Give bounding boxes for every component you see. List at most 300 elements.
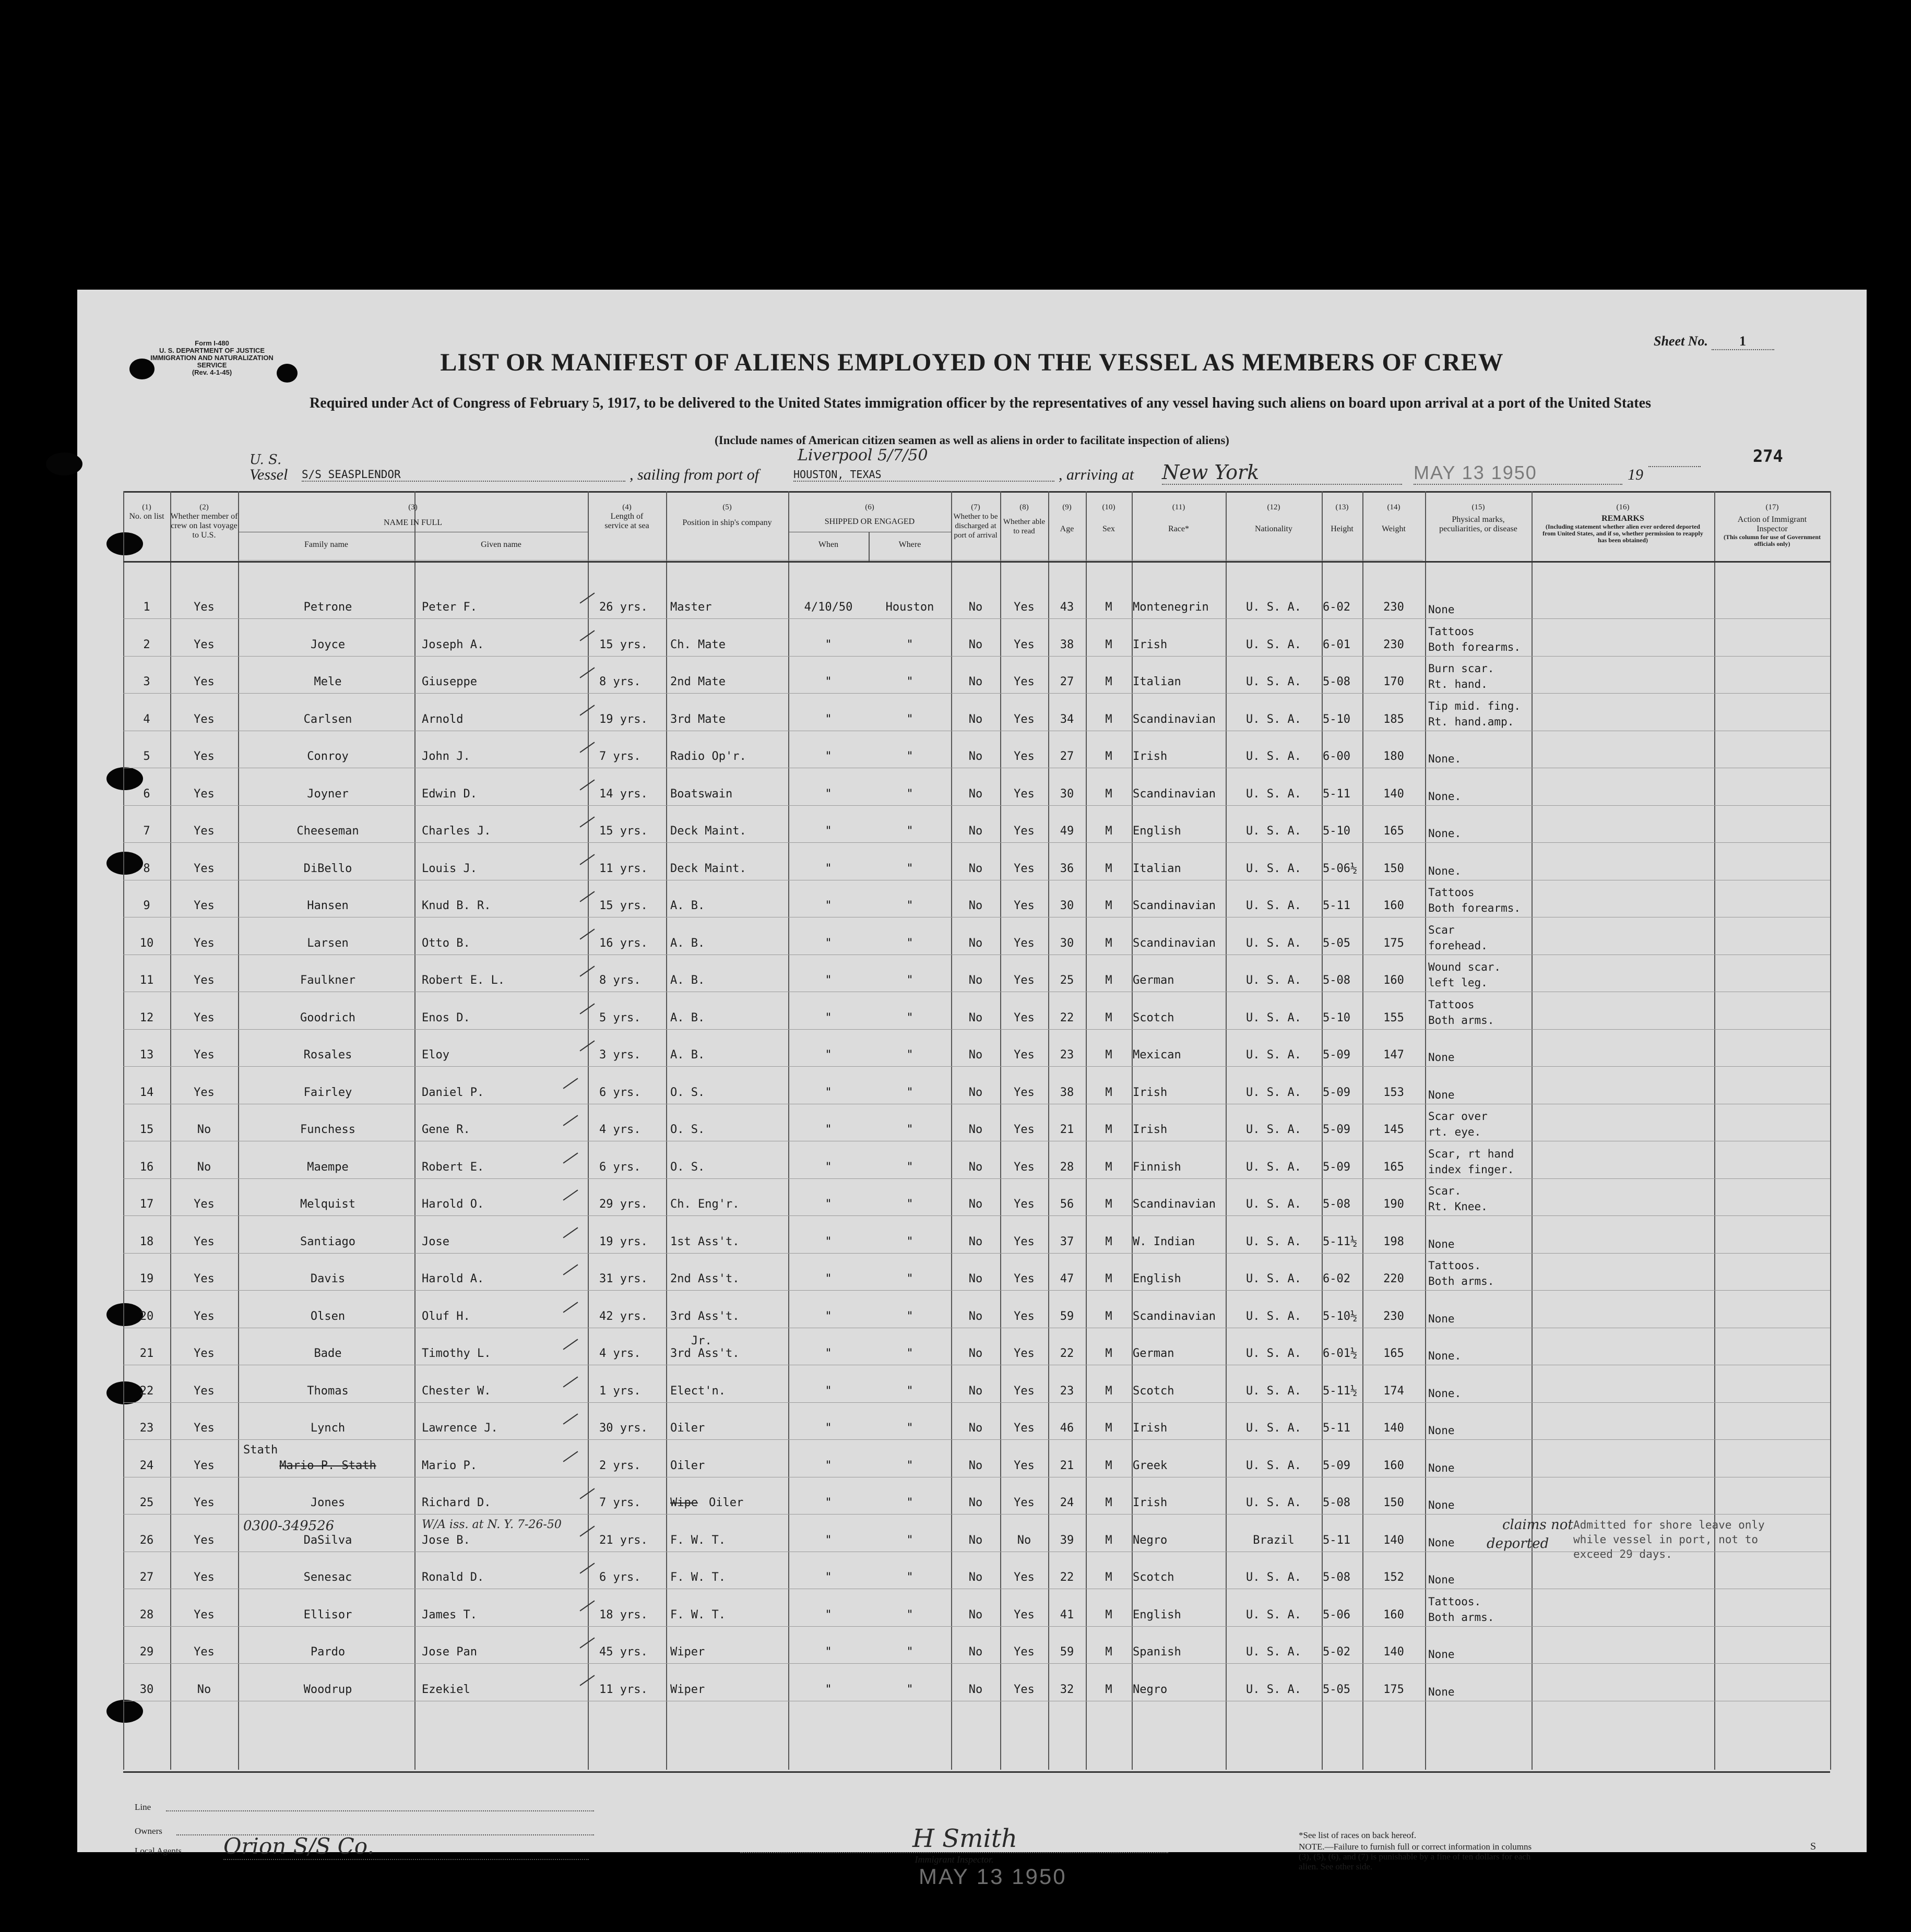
cell-weight: 220 (1383, 1272, 1404, 1285)
cell-given: Peter F. (422, 601, 477, 614)
cell-when: " (825, 825, 832, 838)
cell-age: 32 (1060, 1683, 1074, 1696)
cell-marks-line2: forehead. (1428, 939, 1488, 952)
header-where: Where (898, 540, 921, 549)
cell-family: Faulkner (300, 974, 355, 987)
cell-service: 30 yrs. (599, 1422, 648, 1435)
cell-weight: 174 (1383, 1384, 1404, 1398)
cell-marks-line2: None (1428, 1051, 1455, 1064)
cell-position: 3rd Ass't. (670, 1309, 740, 1323)
cell-weight: 150 (1383, 1496, 1404, 1509)
cell-disch: No (968, 1235, 983, 1248)
cell-read: Yes (1014, 1384, 1035, 1398)
cell-no: 17 (139, 1198, 154, 1211)
cell-marks-line2: None (1428, 1461, 1455, 1474)
cell-given: Arnold (422, 712, 464, 726)
cell-no: 8 (143, 862, 150, 875)
header-last-voyage: (2) Whether member of crew on last voyage to U.S. (170, 503, 238, 540)
cell-when: " (825, 1384, 832, 1398)
cell-family: Davis (310, 1272, 346, 1285)
cell-service: 18 yrs. (599, 1608, 648, 1621)
cell-disch: No (968, 1496, 983, 1509)
cell-age: 28 (1060, 1160, 1074, 1174)
cell-height: 6-01 (1323, 638, 1350, 651)
cell-sex: M (1105, 1048, 1112, 1062)
cell-position: Ch. Mate (670, 638, 726, 651)
service-check-mark (580, 1563, 595, 1573)
cell-family: Santiago (300, 1235, 355, 1248)
cell-when: " (825, 974, 832, 987)
cell-where: " (906, 1086, 913, 1099)
cell-marks-line2: left leg. (1428, 976, 1488, 989)
year-label: 19 (1628, 466, 1643, 483)
header-race: (11) Race* (1168, 503, 1189, 533)
cell-disch: No (968, 974, 983, 987)
cell-position: Oiler (709, 1496, 744, 1509)
cell-position: A. B. (670, 1048, 705, 1062)
cell-weight: 165 (1383, 1347, 1404, 1360)
cell-race: Scandinavian (1133, 787, 1216, 801)
cell-position: Master (670, 601, 712, 614)
service-check-mark (580, 592, 595, 603)
cell-disch: No (968, 862, 983, 875)
cell-disch: No (968, 1384, 983, 1398)
cell-service: 11 yrs. (599, 1683, 648, 1696)
cell-read: Yes (1014, 601, 1035, 614)
cell-service: 15 yrs. (599, 825, 648, 838)
cell-family: Jones (310, 1496, 346, 1509)
line-blank (166, 1810, 594, 1811)
cell-nat: U. S. A. (1246, 1272, 1301, 1285)
cell-race: Scandinavian (1133, 899, 1216, 912)
cell-read: Yes (1014, 675, 1035, 688)
cell-weight: 147 (1383, 1048, 1404, 1062)
cell-position: Ch. Eng'r. (670, 1198, 740, 1211)
cell-service: 19 yrs. (599, 712, 648, 726)
cell-marks-line1: Burn scar. (1428, 662, 1494, 675)
cell-family: DiBello (303, 862, 352, 875)
cell-family: Melquist (300, 1198, 355, 1211)
vessel-prefix: U. S. (250, 452, 282, 468)
cell-marks-line1: Scar. (1428, 1185, 1462, 1197)
cell-marks-line2: None (1428, 603, 1455, 616)
cell-position: Deck Maint. (670, 825, 746, 838)
cell-marks-line1: Scar, rt hand (1428, 1147, 1514, 1160)
service-check-mark (580, 1040, 595, 1051)
cell-read: Yes (1014, 1309, 1035, 1323)
cell-position: 3rd Ass't. (670, 1347, 740, 1360)
cell-race: German (1133, 974, 1174, 987)
header-nationality: (12) Nationality (1255, 503, 1292, 533)
service-check-mark (580, 667, 595, 678)
cell-read: Yes (1014, 1683, 1035, 1696)
table-row (77, 1142, 1867, 1179)
cell-when: " (825, 1160, 832, 1174)
inspector-signature: H Smith (912, 1824, 1018, 1853)
cell-sex: M (1105, 1683, 1112, 1696)
cell-no: 24 (139, 1459, 154, 1472)
cell-marks-line2: Both arms. (1428, 1275, 1494, 1287)
cell-no: 11 (139, 974, 154, 987)
cell-family: Mele (314, 675, 342, 688)
cell-when: " (825, 1645, 832, 1659)
cell-where: " (906, 1048, 913, 1062)
cell-race: Spanish (1133, 1645, 1181, 1659)
cell-no: 5 (143, 750, 150, 763)
cell-position: 3rd Mate (670, 712, 726, 726)
cell-weight: 155 (1383, 1011, 1404, 1024)
cell-marks-line2: Both forearms. (1428, 640, 1521, 653)
cell-no: 9 (143, 899, 150, 912)
cell-where: " (906, 675, 913, 688)
cell-family: Senesac (303, 1571, 352, 1584)
cell-family: Goodrich (300, 1011, 355, 1024)
cell-weight: 175 (1383, 936, 1404, 950)
cell-weight: 153 (1383, 1086, 1404, 1099)
cell-family: Joyner (307, 787, 349, 801)
cell-position: Radio Op'r. (670, 750, 746, 763)
cell-family: Olsen (310, 1309, 346, 1323)
header-family-name: Family name (304, 540, 348, 549)
cell-service: 16 yrs. (599, 936, 648, 950)
cell-when: " (825, 638, 832, 651)
cell-sex: M (1105, 1422, 1112, 1435)
table-row (77, 1590, 1867, 1627)
cell-disch: No (968, 1645, 983, 1659)
cell-disch: No (968, 1571, 983, 1584)
cell-service: 3 yrs. (599, 1048, 641, 1062)
cell-no: 12 (139, 1011, 154, 1024)
header-no: (1) No. on list (129, 503, 164, 521)
cell-service: 4 yrs. (599, 1347, 641, 1360)
sheet-value: 1 (1712, 333, 1774, 350)
table-row (77, 1291, 1867, 1329)
cell-marks-line2: None (1428, 1685, 1455, 1698)
cell-nat: U. S. A. (1246, 787, 1301, 801)
cell-marks-line2: None (1428, 1648, 1455, 1661)
include-note: (Include names of American citizen seamen as well as aliens in order to facilitate inspection of aliens) (715, 434, 1229, 447)
cell-last: Yes (194, 1384, 215, 1398)
cell-age: 24 (1060, 1496, 1074, 1509)
cell-no: 19 (139, 1272, 154, 1285)
cell-read: Yes (1014, 1235, 1035, 1248)
form-service: IMMIGRATION AND NATURALIZATION SERVICE (150, 354, 274, 369)
cell-weight: 230 (1383, 601, 1404, 614)
cell-service: 21 yrs. (599, 1533, 648, 1547)
cell-nat: U. S. A. (1246, 1608, 1301, 1621)
cell-sex: M (1105, 1123, 1112, 1136)
cell-when: " (825, 1459, 832, 1472)
cell-where: " (906, 1571, 913, 1584)
sheet-label: Sheet No. (1654, 333, 1708, 349)
cell-position: F. W. T. (670, 1533, 726, 1547)
cell-sex: M (1105, 974, 1112, 987)
header-when: When (818, 540, 839, 549)
cell-last: Yes (194, 1235, 215, 1248)
cell-position: 2nd Mate (670, 675, 726, 688)
cell-given: Timothy L. (422, 1347, 491, 1360)
cell-disch: No (968, 1272, 983, 1285)
cell-family: Woodrup (303, 1683, 352, 1696)
cell-disch: No (968, 1309, 983, 1323)
cell-when: " (825, 1048, 832, 1062)
cell-last: Yes (194, 1496, 215, 1509)
cell-no: 7 (143, 825, 150, 838)
service-check-mark (580, 705, 595, 715)
service-check-mark (580, 854, 595, 865)
cell-disch: No (968, 638, 983, 651)
cell-height: 5-09 (1323, 1086, 1350, 1099)
cell-when: " (825, 1571, 832, 1584)
cell-race: German (1133, 1347, 1174, 1360)
cell-disch: No (968, 675, 983, 688)
cell-given: Gene R. (422, 1123, 470, 1136)
cell-position-struck: Wipe (670, 1496, 698, 1509)
vessel-name: S/S SEASPLENDOR (302, 468, 625, 482)
cell-read: Yes (1014, 1608, 1035, 1621)
cell-given: Giuseppe (422, 675, 477, 688)
cell-height: 5-11 (1323, 899, 1350, 912)
cell-last: Yes (194, 974, 215, 987)
cell-nat: U. S. A. (1246, 601, 1301, 614)
cell-race: English (1133, 825, 1181, 838)
cell-race: Irish (1133, 1496, 1168, 1509)
cell-marks-line2: None (1428, 1237, 1455, 1250)
cell-race: Finnish (1133, 1160, 1181, 1174)
cell-nat: U. S. A. (1246, 1160, 1301, 1174)
cell-where: " (906, 1198, 913, 1211)
cell-marks-line2: None. (1428, 1350, 1462, 1362)
cell-given: Otto B. (422, 936, 470, 950)
cell-no: 20 (139, 1309, 154, 1323)
cell-given: Robert E. L. (422, 974, 505, 987)
cell-no: 15 (139, 1123, 154, 1136)
cell-where: " (906, 1422, 913, 1435)
cell-service: 6 yrs. (599, 1086, 641, 1099)
cell-position: 2nd Ass't. (670, 1272, 740, 1285)
cell-height: 5-08 (1323, 1496, 1350, 1509)
cell-last: Yes (194, 638, 215, 651)
date-stamp: MAY 13 1950 (1414, 462, 1622, 485)
service-check-mark (580, 1488, 595, 1499)
cell-read: Yes (1014, 1496, 1035, 1509)
cell-position: Deck Maint. (670, 862, 746, 875)
cell-age: 37 (1060, 1235, 1074, 1248)
cell-family: Larsen (307, 936, 349, 950)
cell-nat: U. S. A. (1246, 936, 1301, 950)
cell-no: 14 (139, 1086, 154, 1099)
cell-position: A. B. (670, 974, 705, 987)
cell-when: 4/10/50 (804, 601, 853, 614)
header-read: (8) Whether able to read (1003, 503, 1046, 535)
cell-when: " (825, 750, 832, 763)
cell-read: Yes (1014, 638, 1035, 651)
cell-nat: U. S. A. (1246, 1384, 1301, 1398)
cell-marks-line2: None (1428, 1088, 1455, 1101)
cell-weight: 230 (1383, 638, 1404, 651)
cell-last: Yes (194, 1309, 215, 1323)
cell-sex: M (1105, 1608, 1112, 1621)
cell-last: Yes (194, 899, 215, 912)
cell-race: Irish (1133, 750, 1168, 763)
cell-height: 6-02 (1323, 601, 1350, 614)
table-row (77, 1366, 1867, 1403)
cell-disch: No (968, 1347, 983, 1360)
cell-last: Yes (194, 862, 215, 875)
cell-age: 27 (1060, 750, 1074, 763)
cell-race: Italian (1133, 862, 1181, 875)
cell-when: " (825, 862, 832, 875)
header-physical-marks: (15) Physical marks, peculiarities, or disease (1439, 503, 1517, 533)
cell-race: English (1133, 1272, 1181, 1285)
cell-where: " (906, 1272, 913, 1285)
cell-disch: No (968, 1683, 983, 1696)
cell-read: Yes (1014, 1272, 1035, 1285)
table-row (77, 1515, 1867, 1560)
cell-marks-line1: Scar over (1428, 1110, 1488, 1123)
cell-weight: 170 (1383, 675, 1404, 688)
cell-family: Maempe (307, 1160, 349, 1174)
signature-line (740, 1852, 1168, 1853)
table-row (77, 1477, 1867, 1515)
cell-marks-line2: None. (1428, 864, 1462, 877)
cell-given: Daniel P. (422, 1086, 484, 1099)
cell-age: 30 (1060, 936, 1074, 950)
cell-race: Scandinavian (1133, 936, 1216, 950)
cell-position: Oiler (670, 1459, 705, 1472)
service-check-mark (580, 779, 595, 790)
cell-where: " (906, 825, 913, 838)
page-mark: S (1810, 1841, 1817, 1852)
cell-height: 5-09 (1323, 1048, 1350, 1062)
service-check-mark (580, 928, 595, 939)
cell-no: 25 (139, 1496, 154, 1509)
cell-marks-line2: None (1428, 1573, 1455, 1586)
cell-height: 6-00 (1323, 750, 1350, 763)
voyage-line (250, 461, 1789, 487)
cell-when: " (825, 1086, 832, 1099)
cell-age: 27 (1060, 675, 1074, 688)
table-row (77, 1403, 1867, 1440)
cell-read: Yes (1014, 1347, 1035, 1360)
cell-sex: M (1105, 862, 1112, 875)
cell-no: 22 (139, 1384, 154, 1398)
cell-sex: M (1105, 1086, 1112, 1099)
cell-last: Yes (194, 1571, 215, 1584)
cell-where: " (906, 1608, 913, 1621)
cell-position: Oiler (670, 1422, 705, 1435)
header-given-name: Given name (481, 540, 521, 549)
cell-height: 5-05 (1323, 1683, 1350, 1696)
cell-height: 5-11½ (1323, 1384, 1358, 1398)
cell-weight: 175 (1383, 1683, 1404, 1696)
cell-given: Charles J. (422, 825, 491, 838)
cell-marks-line1: Tattoos (1428, 625, 1475, 638)
cell-last: Yes (194, 1011, 215, 1024)
cell-marks-line2: Rt. hand.amp. (1428, 715, 1514, 728)
cell-where: " (906, 1160, 913, 1174)
cell-weight: 230 (1383, 1309, 1404, 1323)
cell-family: Conroy (307, 750, 349, 763)
cell-disch: No (968, 936, 983, 950)
cell-where: " (906, 862, 913, 875)
cell-position: A. B. (670, 936, 705, 950)
cell-height: 5-10 (1323, 1011, 1350, 1024)
cell-nat: U. S. A. (1246, 1011, 1301, 1024)
cell-nat: U. S. A. (1246, 825, 1301, 838)
cell-where: " (906, 1683, 913, 1696)
cell-height: 5-11 (1323, 1533, 1350, 1547)
cell-age: 56 (1060, 1198, 1074, 1211)
cell-marks-line1: Tattoos (1428, 998, 1475, 1011)
cell-sex: M (1105, 1347, 1112, 1360)
cell-race: W. Indian (1133, 1235, 1195, 1248)
cell-disch: No (968, 899, 983, 912)
table-row (77, 955, 1867, 993)
cell-disch: No (968, 825, 983, 838)
cell-marks-line2: None (1428, 1312, 1455, 1325)
table-row (77, 582, 1867, 619)
cell-height: 5-10 (1323, 712, 1350, 726)
manifest-sheet (77, 290, 1867, 1871)
cell-given: Louis J. (422, 862, 477, 875)
cell-last: Yes (194, 1422, 215, 1435)
cell-sex: M (1105, 1198, 1112, 1211)
cell-when: " (825, 1683, 832, 1696)
table-row (77, 993, 1867, 1030)
cell-last: Yes (194, 750, 215, 763)
cell-age: 47 (1060, 1272, 1074, 1285)
cell-marks-line1: Tattoos. (1428, 1595, 1481, 1608)
cell-marks-line2: Both arms. (1428, 1611, 1494, 1624)
cell-sex: M (1105, 899, 1112, 912)
cell-race: Scotch (1133, 1571, 1174, 1584)
cell-read: Yes (1014, 862, 1035, 875)
cell-nat: U. S. A. (1246, 1422, 1301, 1435)
cell-disch: No (968, 787, 983, 801)
cell-sex: M (1105, 750, 1112, 763)
cell-no: 26 (139, 1533, 154, 1547)
cell-service: 29 yrs. (599, 1198, 648, 1211)
cell-marks-line2: None. (1428, 827, 1462, 840)
cell-height: 5-06 (1323, 1608, 1350, 1621)
cell-age: 49 (1060, 825, 1074, 838)
table-row (77, 1440, 1867, 1478)
cell-family: Ellisor (303, 1608, 352, 1621)
cell-sex: M (1105, 936, 1112, 950)
cell-height: 5-08 (1323, 974, 1350, 987)
cell-last: No (197, 1683, 211, 1696)
table-row (77, 1254, 1867, 1291)
cell-last: Yes (194, 936, 215, 950)
cell-service: 2 yrs. (599, 1459, 641, 1472)
cell-when: " (825, 712, 832, 726)
cell-age: 22 (1060, 1571, 1074, 1584)
cell-disch: No (968, 1048, 983, 1062)
cell-read: Yes (1014, 1459, 1035, 1472)
cell-last: Yes (194, 1459, 215, 1472)
cell-age: 38 (1060, 638, 1074, 651)
cell-read: Yes (1014, 899, 1035, 912)
cell-where: " (906, 974, 913, 987)
table-row (77, 806, 1867, 843)
cell-position: Boatswain (670, 787, 733, 801)
inspector-label: Immigrant Inspector. (915, 1854, 994, 1865)
cell-position: F. W. T. (670, 1608, 726, 1621)
form-department: U. S. DEPARTMENT OF JUSTICE (159, 347, 265, 354)
cell-service: 11 yrs. (599, 862, 648, 875)
cell-race: Greek (1133, 1459, 1168, 1472)
